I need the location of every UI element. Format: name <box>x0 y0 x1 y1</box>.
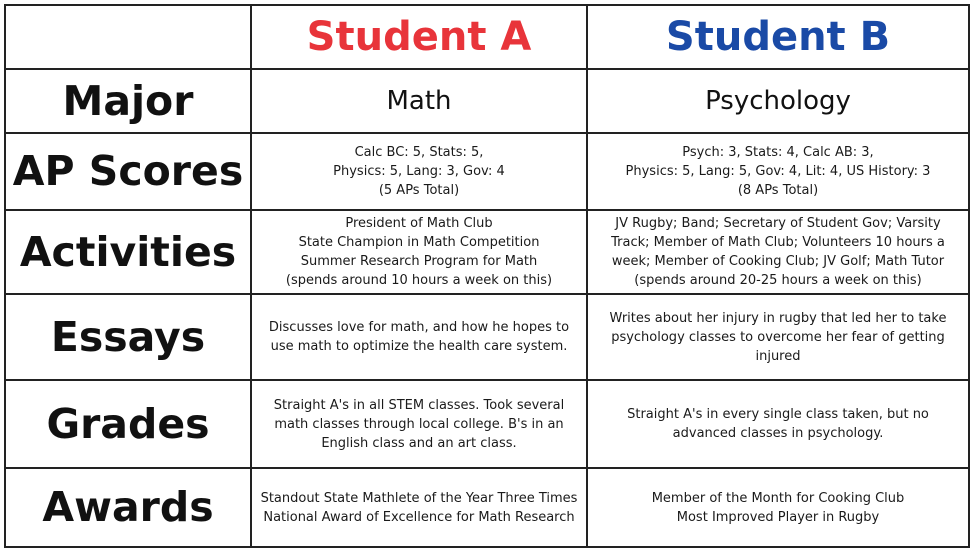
cell-ap-scores-b <box>587 133 969 210</box>
cell-awards-a <box>251 468 587 547</box>
cell-grades-b <box>587 380 969 468</box>
grades-b-line: advanced classes in psychology. <box>672 426 884 441</box>
row-label-major: Major <box>62 76 194 125</box>
student-a-heading: Student A <box>306 14 532 60</box>
essays-b-line: psychology classes to overcome her fear of getting <box>611 329 945 345</box>
essays-b-line: Writes about her injury in rugby that led her to take <box>609 310 947 326</box>
awards-b-line: Most Improved Player in Rugby <box>676 509 880 525</box>
table-row-activities <box>5 210 969 294</box>
activities-b-line: JV Rugby; Band; Secretary of Student Gov; Varsity <box>615 216 941 231</box>
cell-activities-b <box>587 210 969 294</box>
row-label-cell <box>5 210 251 294</box>
row-label-cell <box>5 468 251 547</box>
awards-b-line: Member of the Month for Cooking Club <box>651 490 905 506</box>
grades-a-line: Straight A's in all STEM classes. Took several <box>273 397 565 413</box>
activities-a-line: Summer Research Program for Math <box>300 254 538 269</box>
grades-a-line: math classes through local college. B's in an <box>274 416 564 432</box>
table-row-essays <box>5 294 969 380</box>
ap-scores-a-line: Calc BC: 5, Stats: 5, <box>354 145 484 160</box>
ap-scores-b-line: Physics: 5, Lang: 5, Gov: 4, Lit: 4, US History: 3 <box>625 164 931 179</box>
row-label-cell <box>5 133 251 210</box>
row-label-grades: Grades <box>46 399 210 448</box>
row-label-essays: Essays <box>50 312 206 361</box>
activities-b-line: Track; Member of Math Club; Volunteers 10 hours a <box>611 235 945 250</box>
cell-activities-a <box>251 210 587 294</box>
major-b-value: Psychology <box>705 86 851 116</box>
table-row-grades <box>5 380 969 468</box>
student-b-heading: Student B <box>665 14 891 60</box>
awards-a-line: Standout State Mathlete of the Year Three Times <box>260 490 578 506</box>
row-label-cell <box>5 69 251 133</box>
essays-a-line: use math to optimize the health care system. <box>270 339 568 354</box>
ap-scores-b-line: Psych: 3, Stats: 4, Calc AB: 3, <box>682 145 874 160</box>
header-row <box>5 5 969 69</box>
table-row-awards <box>5 468 969 547</box>
activities-b-line: week; Member of Cooking Club; JV Golf; Math Tutor <box>611 254 945 269</box>
row-label-activities: Activities <box>19 227 237 276</box>
ap-scores-a-line: Physics: 5, Lang: 3, Gov: 4 <box>333 164 505 179</box>
activities-a-line: State Champion in Math Competition <box>298 235 540 250</box>
awards-a-line: National Award of Excellence for Math Research <box>263 509 575 525</box>
activities-b-line: (spends around 20-25 hours a week on this) <box>634 273 922 288</box>
header-student-b <box>587 5 969 69</box>
cell-awards-b <box>587 468 969 547</box>
activities-a-line: (spends around 10 hours a week on this) <box>285 273 553 288</box>
cell-essays-a <box>251 294 587 380</box>
row-label-cell <box>5 294 251 380</box>
row-label-awards: Awards <box>42 483 214 531</box>
grades-b-line: Straight A's in every single class taken, but no <box>627 407 929 422</box>
ap-scores-b-line: (8 APs Total) <box>737 183 819 198</box>
row-label-ap-scores: AP Scores <box>12 147 244 195</box>
table-row-ap-scores <box>5 133 969 210</box>
row-label-cell <box>5 380 251 468</box>
table-row-major <box>5 69 969 133</box>
grades-a-line: English class and an art class. <box>321 435 517 451</box>
ap-scores-a-line: (5 APs Total) <box>378 183 460 198</box>
comparison-table <box>4 4 970 548</box>
cell-grades-a <box>251 380 587 468</box>
activities-a-line: President of Math Club <box>345 216 493 231</box>
essays-b-line: injured <box>755 348 801 364</box>
corner-cell <box>5 5 251 69</box>
header-student-a <box>251 5 587 69</box>
cell-ap-scores-a <box>251 133 587 210</box>
cell-essays-b <box>587 294 969 380</box>
cell-major-b <box>587 69 969 133</box>
major-a-value: Math <box>386 86 452 116</box>
cell-major-a <box>251 69 587 133</box>
essays-a-line: Discusses love for math, and how he hopes to <box>268 320 570 335</box>
